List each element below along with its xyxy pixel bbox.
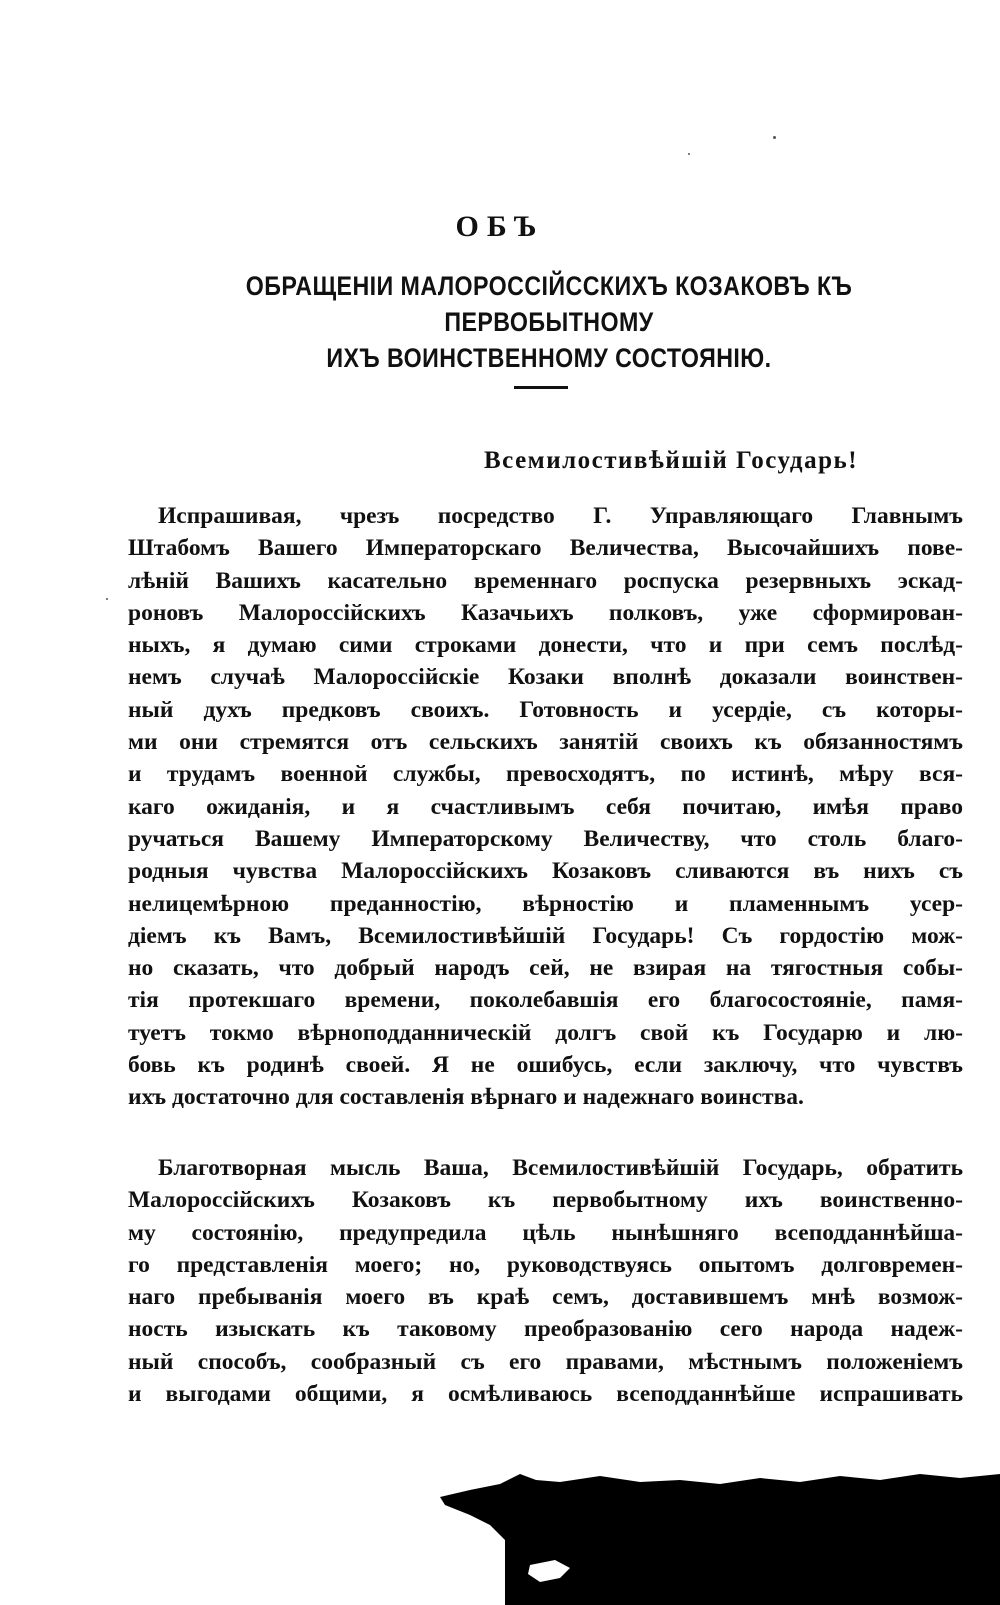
salutation: Всемилостивѣйшій Государь!: [484, 447, 859, 474]
text-line: ихъ достаточно для составленія вѣрнаго и надежнаго воинства.: [128, 1084, 804, 1111]
text-line: каго ожиданія, и я счастливымъ себя почитаю, имѣя право: [128, 793, 963, 820]
scan-speck: [106, 598, 108, 600]
title-line: ОБРАЩЕНІИ МАЛОРОССІЙССКИХЪ КОЗАКОВЪ КЪ ПЕРВОБЫТНОМУ: [245, 271, 853, 337]
text-line: го представленія моего; но, руководствуясь опытомъ долговремен-: [128, 1251, 963, 1278]
title-line: ИХЪ ВОИНСТВЕННОМУ СОСТОЯНІЮ.: [326, 343, 772, 373]
text-line: ность изыскать къ таковому преобразованію сего народа надеж-: [128, 1316, 963, 1343]
text-line: ный способъ, сообразный съ его правами, мѣстнымъ положеніемъ: [128, 1348, 963, 1375]
text-line: роновъ Малороссійскихъ Казачьихъ полковъ, уже сформирован-: [128, 599, 963, 626]
text-line: ныхъ, я думаю сими строками донести, что и при семъ послѣд-: [128, 632, 963, 659]
text-line: Благотворная мысль Ваша, Всемилостивѣйшій Государь, обратить: [158, 1155, 963, 1181]
paragraph: [128, 1152, 963, 1410]
text-line: Штабомъ Вашего Императорскаго Величества, Высочайшихъ пове-: [128, 535, 963, 562]
text-line: наго пребыванія моего въ краѣ семъ, доставившемъ мнѣ возмож-: [128, 1284, 963, 1311]
text-line: Малороссійскихъ Козаковъ къ первобытному ихъ воинственно-: [128, 1187, 963, 1214]
text-line: и выгодами общими, я осмѣливаюсь всеподданнѣйше испрашивать: [128, 1381, 963, 1408]
text-line: бовь къ родинѣ своей. Я не ошибусь, если заключу, что чувствъ: [128, 1052, 963, 1079]
title-divider: [514, 386, 568, 389]
scan-speck: [773, 136, 776, 139]
text-line: діемъ къ Вамъ, Всемилостивѣйшій Государь! Съ гордостію мож-: [128, 922, 963, 949]
text-line: тія протекшаго времени, поколебавшія его благосостояніе, памя-: [128, 987, 963, 1014]
document-title: [187, 268, 911, 376]
text-line: но сказать, что добрый народъ сей, не взирая на тягостныя собы-: [128, 955, 963, 982]
scan-edge-shadow: [0, 1470, 1000, 1605]
paragraph: [128, 500, 963, 1114]
text-line: ми они стремятся отъ сельскихъ занятій своихъ къ обязанностямъ: [128, 729, 963, 756]
text-line: немъ случаѣ Малороссійскіе Козаки вполнѣ доказали воинствен-: [128, 664, 963, 691]
scan-speck: [688, 153, 690, 155]
text-line: родныя чувства Малороссійскихъ Козаковъ сливаются въ нихъ съ: [128, 858, 963, 885]
text-line: Испрашивая, чрезъ посредство Г. Управляющаго Главнымъ: [158, 503, 963, 529]
document-heading: ОБЪ: [455, 210, 545, 243]
text-line: ный духъ предковъ своихъ. Готовность и усердіе, съ которы-: [128, 696, 963, 723]
text-line: му состоянію, предупредила цѣль нынѣшняго всеподданнѣйша-: [128, 1219, 963, 1246]
text-line: ручаться Вашему Императорскому Величеству, что столь благо-: [128, 825, 963, 852]
text-line: лѣній Вашихъ касательно временнаго роспуска резервныхъ эскад-: [128, 567, 963, 594]
text-line: туетъ токмо вѣрноподданническій долгъ свой къ Государю и лю-: [128, 1019, 963, 1046]
text-line: и трудамъ военной службы, превосходятъ, по истинѣ, мѣру вся-: [128, 761, 963, 788]
text-line: нелицемѣрною преданностію, вѣрностію и пламеннымъ усер-: [128, 890, 963, 917]
